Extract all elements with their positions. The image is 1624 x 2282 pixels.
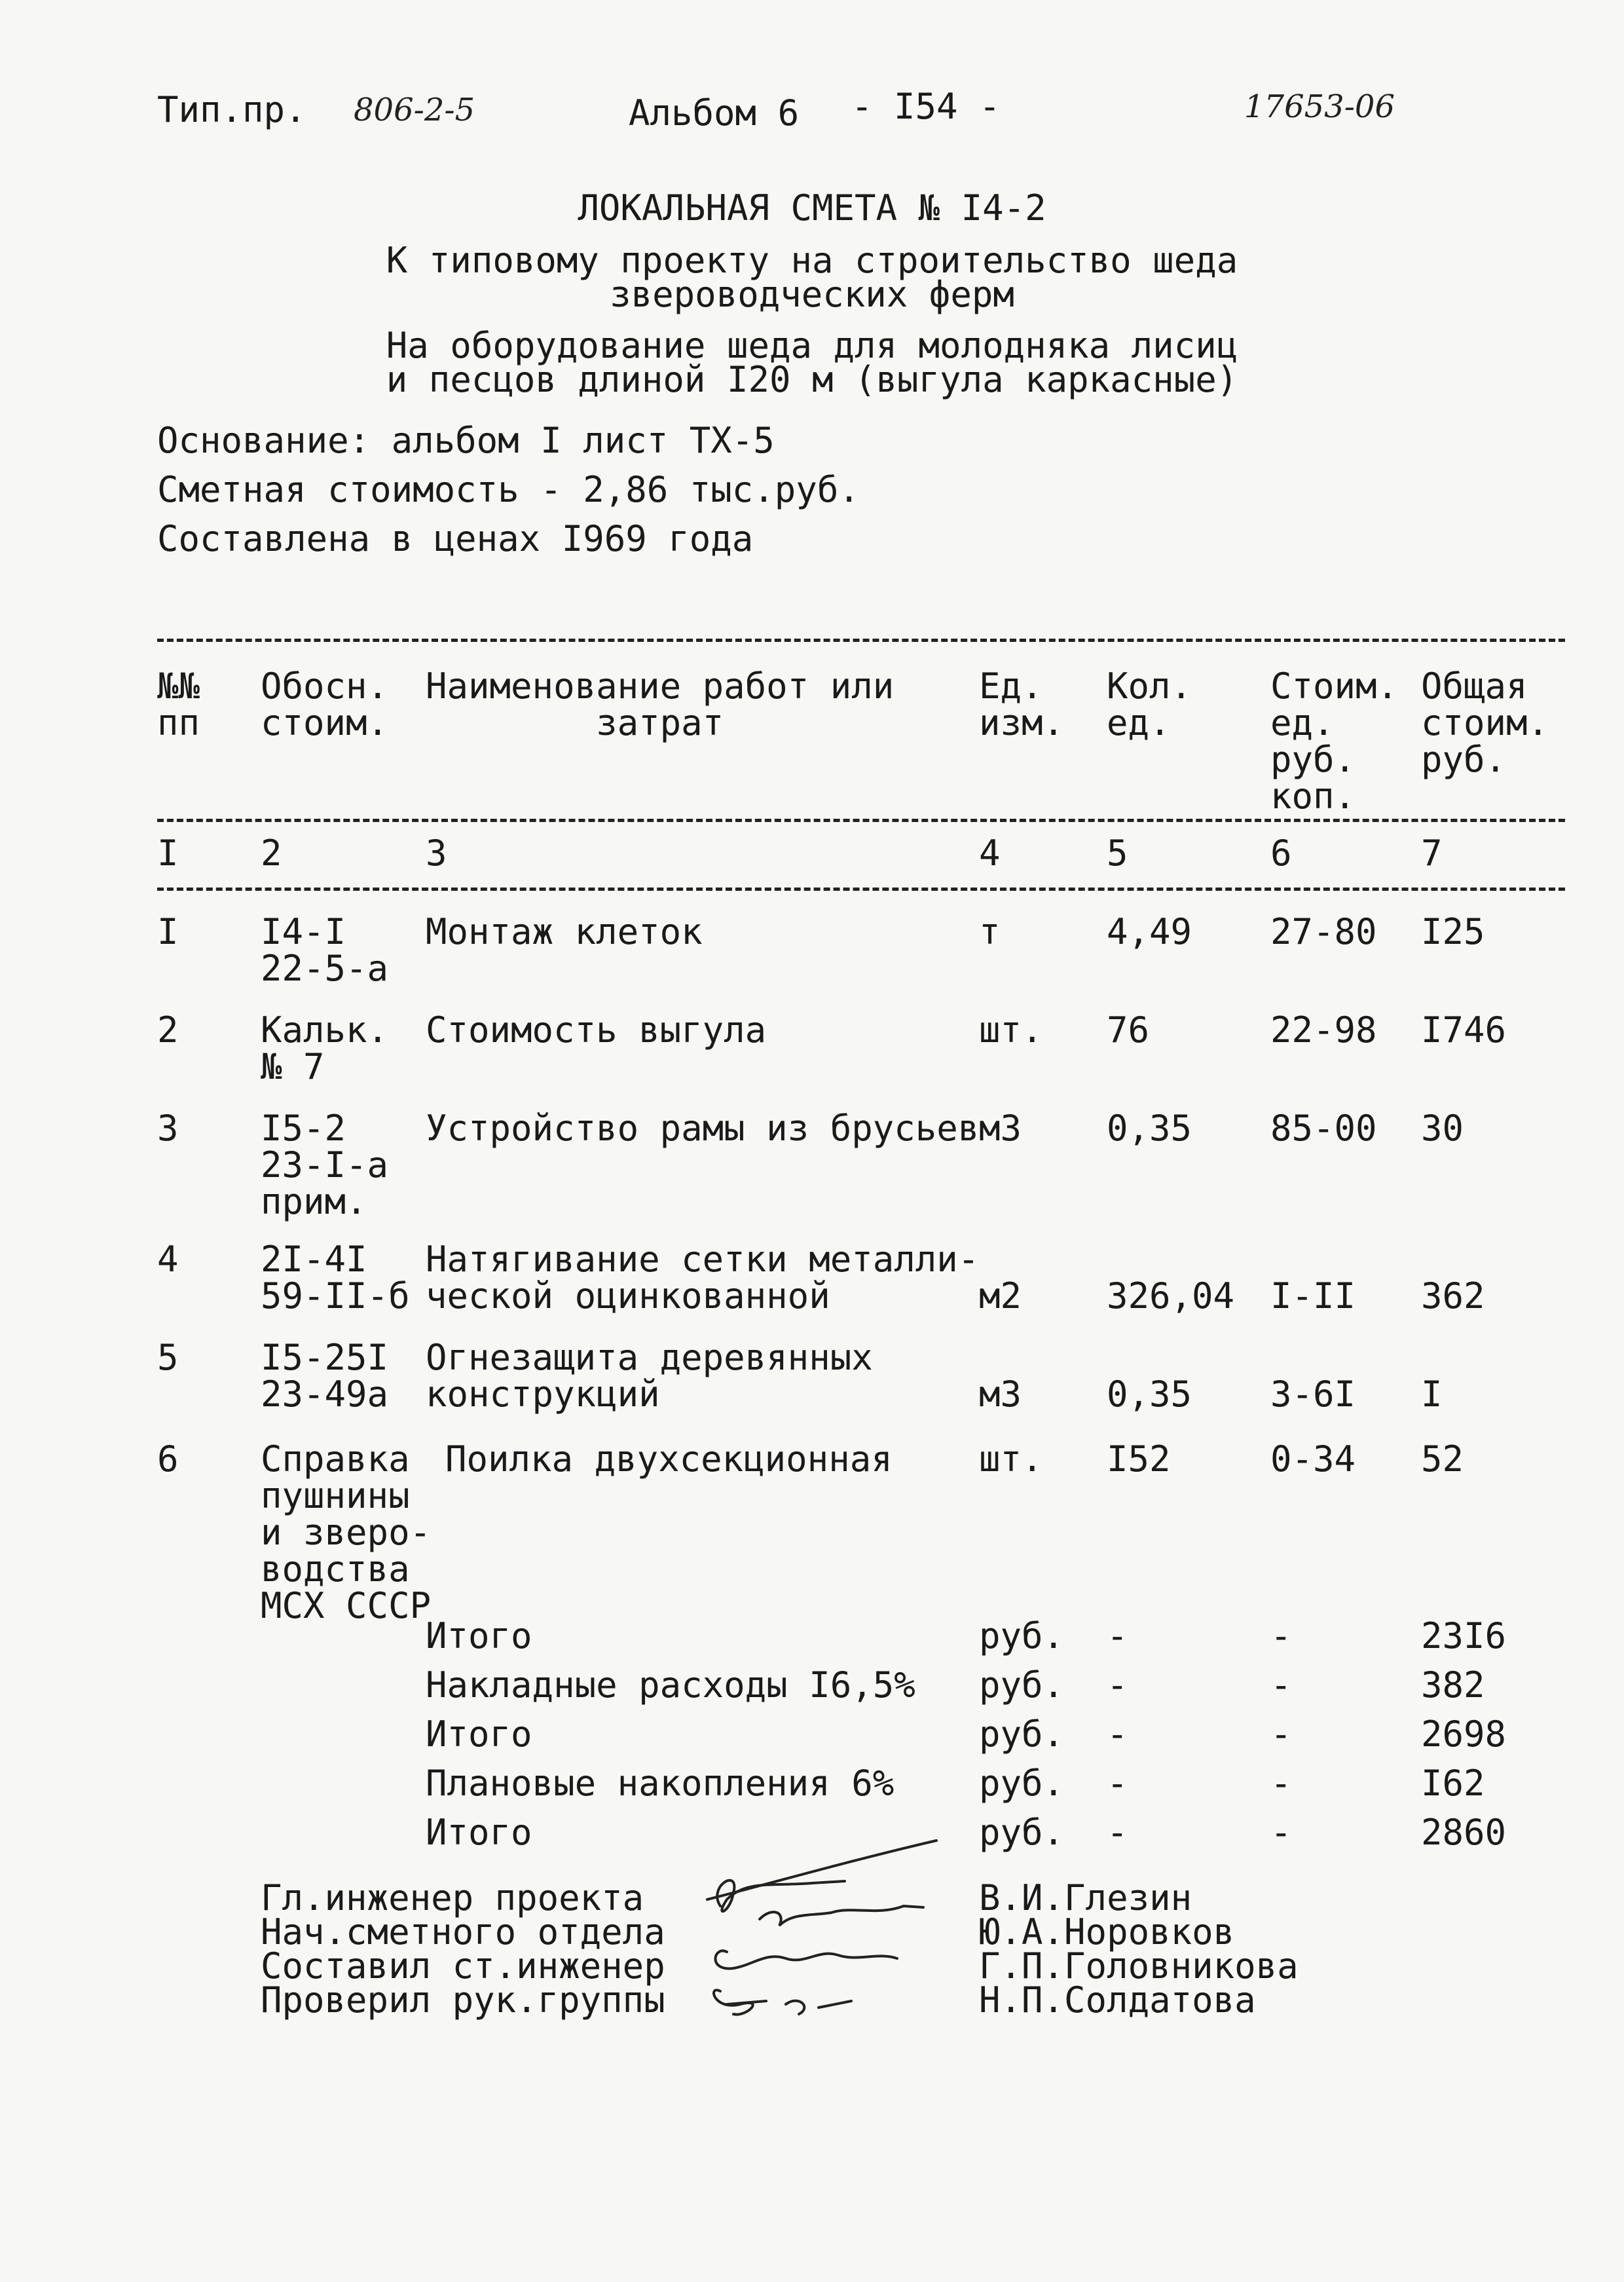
row-total: 52 <box>1421 1438 1464 1480</box>
summary-qty: - <box>1107 1763 1128 1804</box>
row-total: I <box>1421 1374 1443 1415</box>
row-num: 5 <box>157 1337 179 1378</box>
row-name: Натягивание сетки металли- ческой оцинкованной <box>426 1239 980 1317</box>
row-basis: I4-I 22-5-а <box>261 911 389 989</box>
col-number: 6 <box>1270 832 1292 874</box>
row-unit: шт. <box>979 1438 1043 1480</box>
col-header-price: Стоим. ед. руб. коп. <box>1270 665 1399 817</box>
row-basis: 2I-4I 59-II-б <box>261 1239 410 1317</box>
col-number: 3 <box>426 832 447 874</box>
col-number: 7 <box>1421 832 1443 874</box>
row-qty: I52 <box>1107 1438 1171 1480</box>
project-series: 806-2-5 <box>354 92 475 128</box>
row-num: I <box>157 911 179 952</box>
summary-label: Итого <box>426 1615 532 1656</box>
row-price: 27-80 <box>1270 911 1377 952</box>
signatory-name: В.И.Глезин <box>979 1877 1192 1918</box>
row-price: I-II <box>1270 1275 1356 1317</box>
row-price: 85-00 <box>1270 1108 1377 1149</box>
col-number: 5 <box>1107 832 1128 874</box>
row-price: 0-34 <box>1270 1438 1356 1480</box>
basis-line: Основание: альбом I лист ТХ-5 <box>157 420 775 461</box>
signatory-name: Н.П.Солдатова <box>979 1979 1256 2021</box>
summary-unit: руб. <box>979 1812 1065 1853</box>
col-header-num: №№ пп <box>157 665 200 743</box>
summary-total: 2698 <box>1421 1713 1507 1755</box>
signatory-name: Г.П.Головникова <box>979 1945 1299 1987</box>
summary-total: I62 <box>1421 1763 1485 1804</box>
row-price: 22-98 <box>1270 1009 1377 1051</box>
estimate-title: ЛОКАЛЬНАЯ СМЕТА № I4-2 <box>578 187 1046 229</box>
row-num: 4 <box>157 1239 179 1280</box>
signature-role: Составил ст.инженер <box>261 1945 665 1987</box>
summary-unit: руб. <box>979 1763 1065 1804</box>
subtitle-line-4: и песцов длиной I20 м (выгула каркасные) <box>386 359 1238 400</box>
table-top-rule <box>157 639 1565 642</box>
col-header-basis: Обосн. стоим. <box>261 665 389 743</box>
col-header-name: Наименование работ или затрат <box>426 665 895 743</box>
summary-total: 382 <box>1421 1664 1485 1706</box>
row-unit: м3 <box>979 1374 1022 1415</box>
document-code: 17653-06 <box>1244 88 1395 125</box>
summary-price: - <box>1270 1763 1292 1804</box>
doc-type-prefix: Тип.пр. <box>157 89 306 130</box>
row-qty: 4,49 <box>1107 911 1192 952</box>
summary-total: 23I6 <box>1421 1615 1507 1656</box>
page-number: - I54 - <box>851 86 1001 127</box>
album-label: Альбом 6 <box>629 92 800 134</box>
signature-role: Гл.инженер проекта <box>261 1877 644 1918</box>
row-num: 3 <box>157 1108 179 1149</box>
col-header-unit: Ед. изм. <box>979 665 1065 743</box>
summary-qty: - <box>1107 1664 1128 1706</box>
summary-unit: руб. <box>979 1713 1065 1755</box>
subtitle-line-2: звероводческих ферм <box>610 274 1014 315</box>
row-basis: I5-2 23-I-а прим. <box>261 1108 389 1222</box>
row-total: I746 <box>1421 1009 1507 1051</box>
col-number: I <box>157 832 179 874</box>
row-total: 30 <box>1421 1108 1464 1149</box>
summary-qty: - <box>1107 1812 1128 1853</box>
summary-label: Итого <box>426 1713 532 1755</box>
summary-unit: руб. <box>979 1664 1065 1706</box>
summary-price: - <box>1270 1615 1292 1656</box>
row-num: 2 <box>157 1009 179 1051</box>
summary-label: Плановые накопления 6% <box>426 1763 895 1804</box>
summary-qty: - <box>1107 1713 1128 1755</box>
signatory-name: Ю.А.Норовков <box>979 1911 1235 1953</box>
col-header-total: Общая стоим. руб. <box>1421 665 1549 780</box>
row-basis: Справка пушнины и зверо- водства МСХ СССР <box>261 1438 432 1626</box>
row-qty: 326,04 <box>1107 1275 1235 1317</box>
price-basis-line: Составлена в ценах I969 года <box>157 518 754 559</box>
row-basis: Кальк. № 7 <box>261 1009 389 1087</box>
row-unit: т <box>979 911 1001 952</box>
row-total: 362 <box>1421 1275 1485 1317</box>
summary-unit: руб. <box>979 1615 1065 1656</box>
row-unit: м3 <box>979 1108 1022 1149</box>
handwritten-signatures <box>681 1821 956 2037</box>
col-number: 2 <box>261 832 282 874</box>
row-name: Монтаж клеток <box>426 911 703 952</box>
subtitle-line-1: К типовому проекту на строительство шеда <box>386 240 1238 281</box>
row-total: I25 <box>1421 911 1485 952</box>
header-rule <box>157 819 1565 822</box>
colnum-rule <box>157 888 1565 891</box>
row-num: 6 <box>157 1438 179 1480</box>
row-name: Устройство рамы из брусьев <box>426 1108 980 1149</box>
summary-label: Итого <box>426 1812 532 1853</box>
row-basis: I5-25I 23-49а <box>261 1337 389 1415</box>
row-qty: 76 <box>1107 1009 1150 1051</box>
signature-role: Проверил рук.группы <box>261 1979 665 2021</box>
summary-qty: - <box>1107 1615 1128 1656</box>
row-qty: 0,35 <box>1107 1108 1192 1149</box>
row-unit: шт. <box>979 1009 1043 1051</box>
row-name: Стоимость выгула <box>426 1009 767 1051</box>
row-name: Огнезащита деревянных конструкций <box>426 1337 873 1415</box>
estimated-cost-line: Сметная стоимость - 2,86 тыс.руб. <box>157 469 860 510</box>
col-number: 4 <box>979 832 1001 874</box>
row-price: 3-6I <box>1270 1374 1356 1415</box>
summary-price: - <box>1270 1713 1292 1755</box>
subtitle-line-3: На оборудование шеда для молодняка лисиц <box>386 325 1238 366</box>
summary-price: - <box>1270 1664 1292 1706</box>
summary-label: Накладные расходы I6,5% <box>426 1664 915 1706</box>
row-name: Поилка двухсекционная <box>445 1438 893 1480</box>
col-header-qty: Кол. ед. <box>1107 665 1192 743</box>
row-unit: м2 <box>979 1275 1022 1317</box>
row-qty: 0,35 <box>1107 1374 1192 1415</box>
summary-price: - <box>1270 1812 1292 1853</box>
summary-total: 2860 <box>1421 1812 1507 1853</box>
signature-role: Нач.сметного отдела <box>261 1911 665 1953</box>
